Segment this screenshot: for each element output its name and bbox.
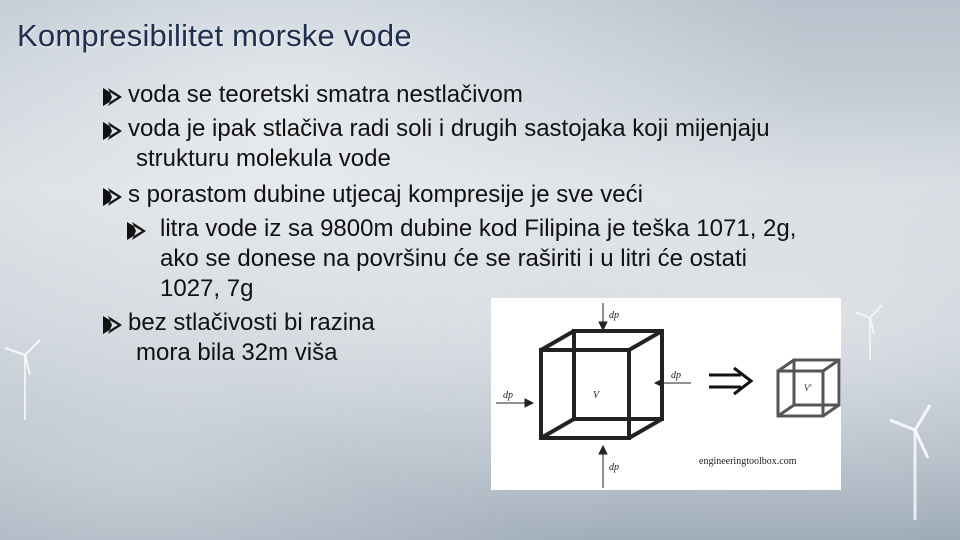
slide-title: Kompresibilitet morske vode xyxy=(17,18,412,53)
arrow-bullet-icon xyxy=(100,112,126,146)
bullet-item xyxy=(100,306,428,370)
bullet-text: s porastom dubine utjecaj kompresije je sve veći xyxy=(128,181,643,208)
label-volume-compressed: V' xyxy=(804,383,812,393)
bullet-item xyxy=(100,112,920,176)
arrow-bullet-icon xyxy=(100,78,126,112)
bullet-text: voda je ipak stlačiva radi soli i drugih sastojaka koji mijenjaju xyxy=(128,115,770,142)
label-dp-bottom: dp xyxy=(609,462,619,473)
bullet-text: litra vode iz sa 9800m dubine kod Filipina je teška 1071, 2g, xyxy=(160,215,797,242)
bullet-text: bez stlačivosti bi razina xyxy=(128,309,375,336)
bullet-text-continuation: 1027, 7g xyxy=(160,275,254,302)
arrow-bullet-icon xyxy=(100,178,126,212)
label-dp-left: dp xyxy=(503,390,513,401)
label-dp-top: dp xyxy=(609,310,619,321)
implies-arrow-icon xyxy=(709,368,751,394)
arrow-bullet-icon xyxy=(124,212,150,246)
arrow-bullet-icon xyxy=(100,306,126,340)
bullet-text-continuation: mora bila 32m viša xyxy=(136,339,338,366)
label-volume: V xyxy=(593,390,600,401)
cube-diagram xyxy=(491,298,841,490)
label-dp-right: dp xyxy=(671,370,681,381)
wind-turbine-decoration-left xyxy=(0,330,60,420)
wind-turbine-decoration-right xyxy=(880,400,950,520)
compression-cube-figure xyxy=(491,298,841,490)
bullet-item xyxy=(100,78,920,112)
bullet-text-continuation: strukturu molekula vode xyxy=(136,145,391,172)
sub-bullet-item xyxy=(100,212,920,306)
bullet-text-continuation: ako se donese na površinu će se raširiti i u litri će ostati xyxy=(160,245,747,272)
large-cube xyxy=(541,331,662,438)
figure-source: engineeringtoolbox.com xyxy=(699,456,797,467)
bullet-text: voda se teoretski smatra nestlačivom xyxy=(128,81,523,108)
bullet-item xyxy=(100,178,920,212)
